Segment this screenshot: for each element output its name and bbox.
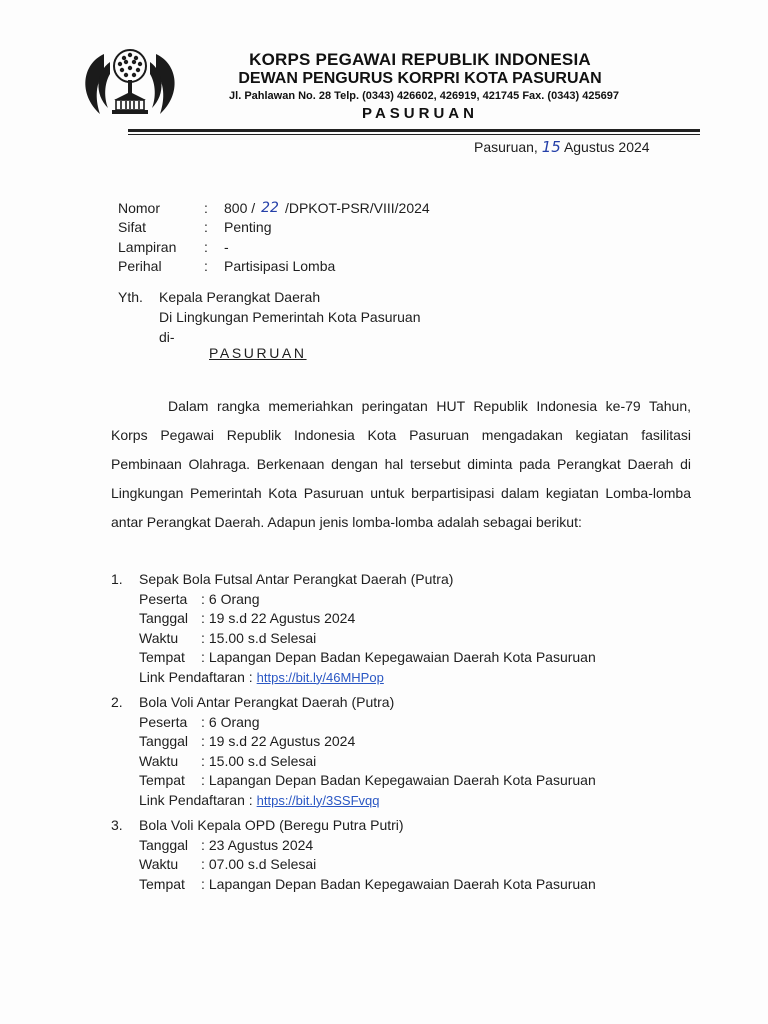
item-title: Bola Voli Antar Perangkat Daerah (Putra) [139,694,395,710]
tanggal-label: Tanggal [139,836,189,853]
field-peserta [139,590,596,610]
tanggal-label: Tanggal [139,610,189,626]
nomor-label: Nomor [118,199,161,216]
tempat-colon: : [201,649,205,665]
tempat-value: Lapangan Depan Badan Kepegawaian Daerah Kota Pasuruan [208,875,596,892]
competition-list [111,570,596,900]
field-tempat [139,875,596,895]
item-title: Bola Voli Kepala OPD (Beregu Putra Putri) [139,817,404,833]
waktu-colon: : [201,752,205,769]
tanggal-colon: : [201,610,205,626]
field-peserta [139,713,596,733]
addressee-salutation: Yth. [118,289,143,305]
tanggal-label: Tanggal [139,733,189,749]
meta-row-nomor [118,198,430,218]
date-month-year: Agustus 2024 [563,139,650,155]
field-tanggal [139,732,596,752]
organization-city: PASURUAN [362,105,478,122]
korpri-logo-icon [74,42,186,122]
date-prefix: Pasuruan, [474,139,538,155]
lampiran-label: Lampiran [118,238,177,255]
tempat-value: Lapangan Depan Badan Kepegawaian Daerah Kota Pasuruan [208,772,596,788]
lampiran-value: - [224,238,229,255]
letter-date [474,138,650,156]
addressee-city: PASURUAN [209,345,307,361]
peserta-value: 6 Orang [208,590,260,607]
field-waktu [139,855,596,875]
tempat-label: Tempat [139,875,185,892]
field-waktu [139,629,596,649]
field-tanggal [139,836,596,856]
lampiran-colon: : [204,238,208,255]
waktu-value: 15.00 s.d Selesai [208,629,317,646]
item-number: 3. [111,817,123,833]
list-item [111,570,596,687]
letterhead-divider-thin [128,134,700,135]
item-title: Sepak Bola Futsal Antar Perangkat Daerah (Putra) [139,571,454,587]
addressee-line-3: di- [159,329,175,345]
tanggal-colon: : [201,733,205,749]
sifat-colon: : [204,219,208,236]
peserta-colon: : [201,713,205,730]
tempat-label: Tempat [139,649,185,665]
addressee-row-1 [118,287,421,307]
meta-row-lampiran [118,237,430,257]
tanggal-value: 19 s.d 22 Agustus 2024 [208,610,356,626]
peserta-value: 6 Orang [208,713,260,730]
addressee-line-1: Kepala Perangkat Daerah [159,289,321,305]
nomor-colon: : [204,199,208,216]
waktu-label: Waktu [139,629,179,646]
tempat-colon: : [201,772,205,788]
waktu-colon: : [201,856,205,872]
field-link [139,668,596,688]
registration-link[interactable]: https://bit.ly/46MHPop [256,669,384,685]
peserta-colon: : [201,590,205,607]
tanggal-value: 23 Agustus 2024 [208,836,314,853]
tanggal-colon: : [201,836,205,853]
field-tempat [139,648,596,668]
perihal-label: Perihal [118,258,162,275]
item-number: 2. [111,694,123,710]
nomor-prefix: 800 / [224,199,256,216]
letterhead [180,50,660,124]
perihal-colon: : [204,258,208,275]
waktu-label: Waktu [139,752,179,769]
nomor-suffix: /DPKOT-PSR/VIII/2024 [284,199,430,216]
link-label: Link Pendaftaran : [139,791,253,808]
list-item [111,693,596,810]
organization-address: Jl. Pahlawan No. 28 Telp. (0343) 426602, 426919, 421745 Fax. (0343) 425697 [229,90,619,102]
link-label: Link Pendaftaran : [139,668,253,685]
letterhead-divider-thick [128,129,700,132]
sifat-value: Penting [224,219,272,236]
peserta-label: Peserta [139,590,188,607]
date-day-handwritten: 15 [541,138,561,156]
meta-row-perihal [118,257,430,277]
tempat-colon: : [201,875,205,892]
waktu-label: Waktu [139,856,179,872]
waktu-value: 15.00 s.d Selesai [208,752,317,769]
waktu-value: 07.00 s.d Selesai [208,856,317,872]
waktu-colon: : [201,629,205,646]
field-waktu [139,752,596,772]
nomor-handwritten: 22 [261,199,279,216]
meta-row-sifat [118,218,430,238]
sifat-label: Sifat [118,219,147,236]
letter-reference-block [118,198,430,276]
field-link [139,791,596,811]
tempat-value: Lapangan Depan Badan Kepegawaian Daerah Kota Pasuruan [208,649,596,665]
item-number: 1. [111,571,123,587]
addressee-line-2: Di Lingkungan Pemerintah Kota Pasuruan [159,309,421,325]
addressee-block [118,287,421,347]
peserta-label: Peserta [139,713,188,730]
organization-name: KORPS PEGAWAI REPUBLIK INDONESIA [249,50,591,69]
tempat-label: Tempat [139,772,185,788]
registration-link[interactable]: https://bit.ly/3SSFvqq [256,792,380,808]
field-tempat [139,771,596,791]
field-tanggal [139,609,596,629]
list-item [111,816,596,894]
tanggal-value: 19 s.d 22 Agustus 2024 [208,733,356,749]
body-paragraph: Dalam rangka memeriahkan peringatan HUT Republik Indonesia ke-79 Tahun, Korps Pegawai Republik Indonesia Kota Pasuruan mengadakan kegiatan fasilitasi Pembinaan Olahraga. Berkenaan dengan hal tersebut diminta pada Perangkat Daerah di Lingkungan Pemerintah Kota Pasuruan untuk berpartisipasi dalam kegiatan Lomba-lomba antar Perangkat Daerah. Adapun jenis lomba-lomba adalah sebagai berikut: [111,398,691,530]
perihal-value: Partisipasi Lomba [224,258,336,275]
organization-board-name: DEWAN PENGURUS KORPRI KOTA PASURUAN [238,70,602,87]
